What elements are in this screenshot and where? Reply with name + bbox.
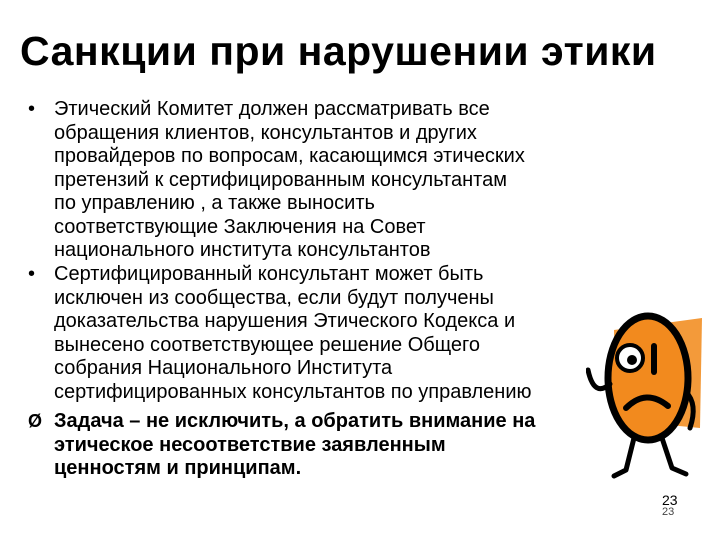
bullet-line: ценностям и принципам. — [54, 457, 302, 479]
bullet-item — [28, 263, 532, 404]
left-pupil — [627, 355, 637, 365]
bullet-line: исключен из сообщества, если будут получены — [54, 286, 494, 309]
arrow-bullet-marker: Ø — [28, 411, 43, 431]
bullet-text — [54, 98, 525, 263]
bullet-line: обращения клиентов, консультантов и других — [54, 121, 477, 144]
slide-title: Санкции при нарушении этики — [20, 28, 657, 74]
bullet-marker: • — [28, 263, 36, 285]
bullet-line: претензий к сертифицированным консультантам — [54, 168, 507, 191]
bullet-item — [28, 98, 525, 263]
bullet-item — [28, 410, 535, 481]
bullet-line: Этический Комитет должен рассматривать все — [54, 98, 490, 120]
left-leg — [614, 438, 634, 476]
sad-face-cartoon-icon — [586, 300, 704, 490]
right-leg — [662, 438, 686, 474]
bullet-line: вынесено соответствующее решение Общего — [54, 333, 481, 356]
bullet-line: национального института консультантов — [54, 239, 431, 261]
bullet-line: доказательства нарушения Этического Кодекса и — [54, 310, 516, 332]
bullet-line: Задача – не исключить, а обратить внимание на — [54, 410, 536, 432]
page-number-small: 23 — [662, 506, 675, 518]
bullet-text — [54, 263, 532, 404]
bullet-line: Сертифицированный консультант может быть — [54, 263, 484, 285]
face-head — [608, 316, 688, 440]
bullet-line: сертифицированных консультантов по управлению — [54, 380, 532, 403]
bullet-line: провайдеров по вопросам, касающимся этических — [54, 145, 525, 167]
bullet-line: соответствующие Заключения на Совет — [54, 215, 426, 238]
bullet-line: собрания Национального Института — [54, 357, 393, 379]
bullet-marker: • — [28, 98, 36, 120]
bullet-text — [54, 410, 535, 481]
bullet-line: по управлению , а также выносить — [54, 192, 375, 214]
page-number: 23 — [662, 492, 678, 508]
bullet-line: этическое несоответствие заявленным — [54, 433, 446, 456]
